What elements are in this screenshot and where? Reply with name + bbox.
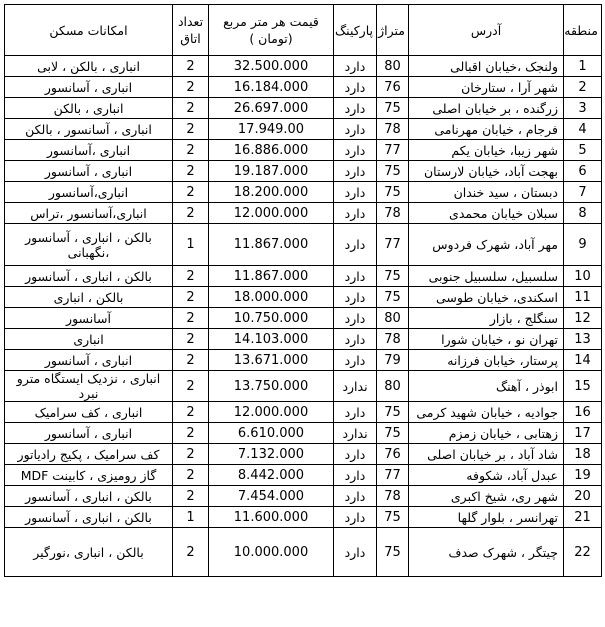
table-row bbox=[5, 56, 602, 77]
cell-area: 78 bbox=[377, 486, 409, 507]
cell-parking: ندارد bbox=[334, 423, 377, 444]
cell-area: 75 bbox=[377, 528, 409, 577]
cell-amenities: انباری ، آسانسور ، بالکن bbox=[5, 119, 173, 140]
cell-rooms: 2 bbox=[173, 371, 209, 402]
cell-rooms: 2 bbox=[173, 161, 209, 182]
cell-area: 78 bbox=[377, 203, 409, 224]
cell-price: 18.000.000 bbox=[209, 287, 334, 308]
cell-area: 76 bbox=[377, 444, 409, 465]
cell-region: 1 bbox=[564, 56, 602, 77]
cell-region: 11 bbox=[564, 287, 602, 308]
cell-area: 78 bbox=[377, 329, 409, 350]
cell-address: شهر زیبا، خیابان یکم bbox=[409, 140, 564, 161]
cell-region: 18 bbox=[564, 444, 602, 465]
cell-rooms: 2 bbox=[173, 308, 209, 329]
header-address: آدرس bbox=[409, 5, 564, 56]
header-parking: پارکینگ bbox=[334, 5, 377, 56]
table-row bbox=[5, 371, 602, 402]
cell-address: شهر ری، شیخ اکبری bbox=[409, 486, 564, 507]
cell-region: 17 bbox=[564, 423, 602, 444]
cell-region: 14 bbox=[564, 350, 602, 371]
cell-address: تهرانسر ، بلوار گلها bbox=[409, 507, 564, 528]
cell-parking: دارد bbox=[334, 203, 377, 224]
cell-rooms: 2 bbox=[173, 486, 209, 507]
cell-price: 6.610.000 bbox=[209, 423, 334, 444]
cell-rooms: 2 bbox=[173, 444, 209, 465]
cell-price: 16.886.000 bbox=[209, 140, 334, 161]
header-rooms: تعداد اتاق bbox=[173, 5, 209, 56]
cell-address: ولنجک ،خیابان اقبالی bbox=[409, 56, 564, 77]
table-row bbox=[5, 528, 602, 577]
table-row bbox=[5, 77, 602, 98]
cell-amenities: انباری bbox=[5, 329, 173, 350]
cell-parking: دارد bbox=[334, 56, 377, 77]
cell-region: 19 bbox=[564, 465, 602, 486]
cell-price: 11.600.000 bbox=[209, 507, 334, 528]
cell-region: 6 bbox=[564, 161, 602, 182]
table-body bbox=[5, 56, 602, 577]
cell-amenities: انباری ،آسانسور bbox=[5, 140, 173, 161]
cell-address: اسکندی، خیابان طوسی bbox=[409, 287, 564, 308]
cell-parking: دارد bbox=[334, 444, 377, 465]
cell-rooms: 2 bbox=[173, 77, 209, 98]
cell-amenities: انباری،آسانسور bbox=[5, 182, 173, 203]
cell-address: سبلان خیابان محمدی bbox=[409, 203, 564, 224]
cell-amenities: انباری ، آسانسور bbox=[5, 350, 173, 371]
cell-address: سلسبیل، سلسبیل جنوبی bbox=[409, 266, 564, 287]
table-row bbox=[5, 98, 602, 119]
cell-price: 14.103.000 bbox=[209, 329, 334, 350]
cell-address: جوادیه ، خیابان شهید کرمی bbox=[409, 402, 564, 423]
cell-price: 12.000.000 bbox=[209, 203, 334, 224]
table-row bbox=[5, 182, 602, 203]
cell-price: 7.454.000 bbox=[209, 486, 334, 507]
table-row bbox=[5, 465, 602, 486]
cell-region: 9 bbox=[564, 224, 602, 266]
cell-parking: دارد bbox=[334, 119, 377, 140]
cell-price: 10.000.000 bbox=[209, 528, 334, 577]
cell-address: شاد آباد ، بر خیابان اصلی bbox=[409, 444, 564, 465]
cell-amenities: انباری ، آسانسور bbox=[5, 77, 173, 98]
cell-amenities: انباری ، کف سرامیک bbox=[5, 402, 173, 423]
cell-region: 15 bbox=[564, 371, 602, 402]
header-region: منطقه bbox=[564, 5, 602, 56]
cell-address: بهجت آباد، خیابان لارستان bbox=[409, 161, 564, 182]
cell-area: 75 bbox=[377, 402, 409, 423]
housing-table-container bbox=[4, 4, 602, 577]
cell-parking: دارد bbox=[334, 402, 377, 423]
cell-region: 2 bbox=[564, 77, 602, 98]
cell-parking: دارد bbox=[334, 161, 377, 182]
cell-rooms: 2 bbox=[173, 287, 209, 308]
cell-area: 75 bbox=[377, 507, 409, 528]
cell-rooms: 2 bbox=[173, 423, 209, 444]
cell-area: 80 bbox=[377, 371, 409, 402]
cell-region: 21 bbox=[564, 507, 602, 528]
cell-parking: دارد bbox=[334, 98, 377, 119]
cell-rooms: 2 bbox=[173, 182, 209, 203]
cell-region: 12 bbox=[564, 308, 602, 329]
cell-area: 75 bbox=[377, 182, 409, 203]
cell-amenities: انباری ، نزدیک ایستگاه مترو نبرد bbox=[5, 371, 173, 402]
cell-region: 10 bbox=[564, 266, 602, 287]
cell-parking: دارد bbox=[334, 329, 377, 350]
cell-area: 75 bbox=[377, 98, 409, 119]
cell-area: 77 bbox=[377, 140, 409, 161]
cell-price: 18.200.000 bbox=[209, 182, 334, 203]
cell-address: زهتابی ، خیابان زمزم bbox=[409, 423, 564, 444]
table-row bbox=[5, 287, 602, 308]
cell-area: 80 bbox=[377, 56, 409, 77]
cell-address: فرجام ، خیابان مهرنامی bbox=[409, 119, 564, 140]
table-row bbox=[5, 266, 602, 287]
cell-area: 75 bbox=[377, 266, 409, 287]
cell-rooms: 2 bbox=[173, 329, 209, 350]
cell-rooms: 1 bbox=[173, 224, 209, 266]
cell-area: 80 bbox=[377, 308, 409, 329]
cell-address: ابوذر ، آهنگ bbox=[409, 371, 564, 402]
cell-amenities: کف سرامیک ، پکیج رادیاتور bbox=[5, 444, 173, 465]
table-row bbox=[5, 444, 602, 465]
cell-rooms: 2 bbox=[173, 266, 209, 287]
cell-price: 17.949.00 bbox=[209, 119, 334, 140]
cell-amenities: گاز رومیزی ، کابینت MDF bbox=[5, 465, 173, 486]
cell-region: 22 bbox=[564, 528, 602, 577]
cell-parking: دارد bbox=[334, 308, 377, 329]
cell-region: 13 bbox=[564, 329, 602, 350]
cell-price: 12.000.000 bbox=[209, 402, 334, 423]
cell-price: 11.867.000 bbox=[209, 224, 334, 266]
cell-area: 77 bbox=[377, 224, 409, 266]
table-row bbox=[5, 402, 602, 423]
cell-parking: دارد bbox=[334, 182, 377, 203]
cell-region: 16 bbox=[564, 402, 602, 423]
cell-rooms: 2 bbox=[173, 350, 209, 371]
cell-region: 20 bbox=[564, 486, 602, 507]
table-row bbox=[5, 140, 602, 161]
table-row bbox=[5, 423, 602, 444]
cell-area: 76 bbox=[377, 77, 409, 98]
table-row bbox=[5, 119, 602, 140]
cell-area: 78 bbox=[377, 119, 409, 140]
table-row bbox=[5, 486, 602, 507]
cell-price: 13.750.000 bbox=[209, 371, 334, 402]
header-area: متراژ bbox=[377, 5, 409, 56]
cell-amenities: بالکن ، انباری ، آسانسور bbox=[5, 266, 173, 287]
cell-address: تهران نو ، خیابان شورا bbox=[409, 329, 564, 350]
cell-address: دبستان ، سید خندان bbox=[409, 182, 564, 203]
cell-parking: دارد bbox=[334, 486, 377, 507]
cell-parking: دارد bbox=[334, 287, 377, 308]
cell-amenities: بالکن ، انباری ،نورگیر bbox=[5, 528, 173, 577]
cell-region: 3 bbox=[564, 98, 602, 119]
header-row bbox=[5, 5, 602, 56]
table-row bbox=[5, 203, 602, 224]
cell-price: 32.500.000 bbox=[209, 56, 334, 77]
header-price: قیمت هر متر مربع (تومان ) bbox=[209, 5, 334, 56]
cell-rooms: 2 bbox=[173, 465, 209, 486]
cell-region: 8 bbox=[564, 203, 602, 224]
cell-price: 19.187.000 bbox=[209, 161, 334, 182]
cell-parking: دارد bbox=[334, 266, 377, 287]
table-row bbox=[5, 308, 602, 329]
cell-amenities: بالکن ، انباری bbox=[5, 287, 173, 308]
table-row bbox=[5, 329, 602, 350]
cell-region: 4 bbox=[564, 119, 602, 140]
cell-rooms: 2 bbox=[173, 528, 209, 577]
cell-area: 75 bbox=[377, 423, 409, 444]
cell-price: 11.867.000 bbox=[209, 266, 334, 287]
cell-price: 10.750.000 bbox=[209, 308, 334, 329]
table-row bbox=[5, 350, 602, 371]
cell-region: 7 bbox=[564, 182, 602, 203]
cell-price: 8.442.000 bbox=[209, 465, 334, 486]
cell-amenities: انباری ، آسانسور bbox=[5, 161, 173, 182]
cell-amenities: انباری،آسانسور ،تراس bbox=[5, 203, 173, 224]
cell-rooms: 2 bbox=[173, 56, 209, 77]
cell-price: 7.132.000 bbox=[209, 444, 334, 465]
table-row bbox=[5, 161, 602, 182]
cell-price: 26.697.000 bbox=[209, 98, 334, 119]
cell-parking: دارد bbox=[334, 507, 377, 528]
cell-rooms: 2 bbox=[173, 98, 209, 119]
cell-parking: ندارد bbox=[334, 371, 377, 402]
cell-area: 77 bbox=[377, 465, 409, 486]
cell-parking: دارد bbox=[334, 350, 377, 371]
cell-area: 75 bbox=[377, 287, 409, 308]
cell-price: 13.671.000 bbox=[209, 350, 334, 371]
cell-amenities: بالکن ، انباری ، آسانسور bbox=[5, 486, 173, 507]
cell-address: عبدل آباد، شکوفه bbox=[409, 465, 564, 486]
cell-parking: دارد bbox=[334, 140, 377, 161]
cell-address: پرستار، خیابان فرزانه bbox=[409, 350, 564, 371]
table-row bbox=[5, 224, 602, 266]
cell-area: 79 bbox=[377, 350, 409, 371]
cell-rooms: 2 bbox=[173, 140, 209, 161]
cell-rooms: 2 bbox=[173, 119, 209, 140]
cell-rooms: 2 bbox=[173, 203, 209, 224]
cell-amenities: بالکن ، انباری ، آسانسور ،نگهبانی bbox=[5, 224, 173, 266]
cell-region: 5 bbox=[564, 140, 602, 161]
cell-parking: دارد bbox=[334, 224, 377, 266]
cell-address: چیتگر ، شهرک صدف bbox=[409, 528, 564, 577]
cell-rooms: 2 bbox=[173, 402, 209, 423]
cell-address: زرگنده ، بر خیابان اصلی bbox=[409, 98, 564, 119]
header-amenities: امکانات مسکن bbox=[5, 5, 173, 56]
cell-price: 16.184.000 bbox=[209, 77, 334, 98]
cell-rooms: 1 bbox=[173, 507, 209, 528]
cell-amenities: بالکن ، انباری ، آسانسور bbox=[5, 507, 173, 528]
cell-amenities: انباری ، بالکن bbox=[5, 98, 173, 119]
cell-address: سنگلج ، بازار bbox=[409, 308, 564, 329]
cell-amenities: انباری ، آسانسور bbox=[5, 423, 173, 444]
table-row bbox=[5, 507, 602, 528]
cell-amenities: آسانسور bbox=[5, 308, 173, 329]
cell-address: شهر آرا ، ستارخان bbox=[409, 77, 564, 98]
cell-parking: دارد bbox=[334, 528, 377, 577]
cell-parking: دارد bbox=[334, 77, 377, 98]
cell-amenities: انباری ، بالکن ، لابی bbox=[5, 56, 173, 77]
cell-address: مهر آباد، شهرک فردوس bbox=[409, 224, 564, 266]
cell-parking: دارد bbox=[334, 465, 377, 486]
cell-area: 75 bbox=[377, 161, 409, 182]
housing-table bbox=[4, 4, 602, 577]
